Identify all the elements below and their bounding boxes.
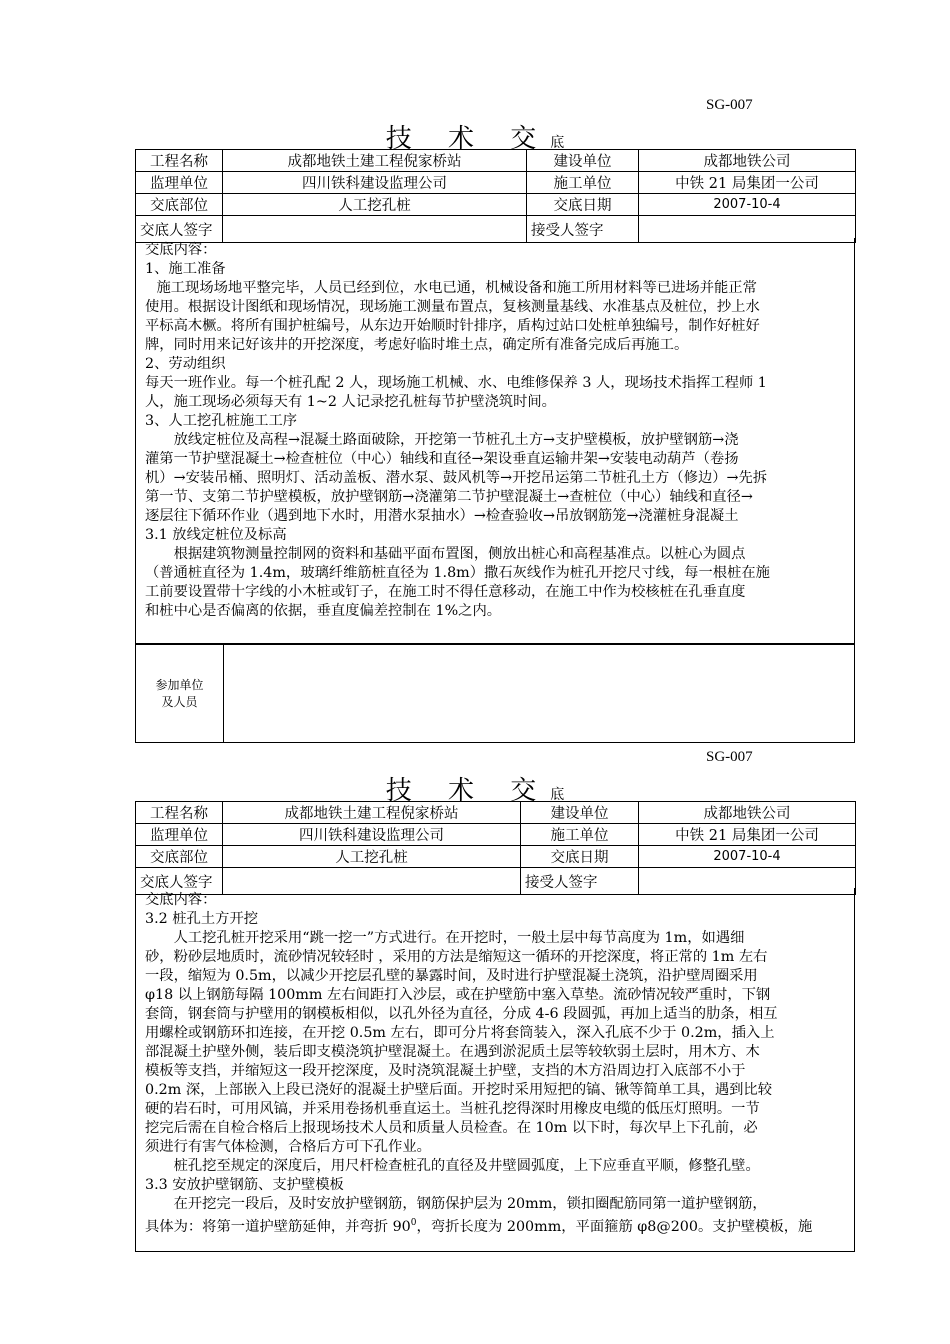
doc-code: SG-007: [706, 749, 753, 765]
content-line: 砂，粉砂层地质时，流砂情况较轻时 ，采用的方法是缩短这一循环的开挖深度，将正常的 1m 左右: [145, 949, 768, 965]
value-contractor: 中铁 21 局集团一公司: [639, 824, 856, 846]
label-supervisor: 监理单位: [136, 824, 223, 846]
content-line: 和桩中心是否偏离的依据，垂直度偏差控制在 1%之内。: [145, 603, 502, 619]
content-line: φ18 以上钢筋每隔 100mm 左右间距打入沙层，或在护壁筋中塞入草垫。流砂情况较严重时，下钢: [145, 987, 771, 1003]
label-supervisor: 监理单位: [136, 172, 223, 194]
content-line: 第一节、支第二节护壁模板，放护壁钢筋→浇灌第二节护壁混凝土→查桩位（中心）轴线和直径→: [145, 489, 753, 505]
header-table: [135, 801, 856, 895]
content-line: 工前要设置带十字线的小木桩或钉子，在施工时不得任意移动，在施工中作为校核桩在孔垂直度: [145, 584, 746, 600]
content-line: 一段，缩短为 0.5m，以减少开挖层孔壁的暴露时间，及时进行护壁混凝土浇筑，沿护壁周圈采用: [145, 968, 758, 984]
label-project-name: 工程名称: [136, 802, 223, 824]
content-line: 模板等支挡，并缩短这一段开挖深度，及时浇筑混凝土护壁，支挡的木方沿周边打入底部不小于: [145, 1063, 746, 1079]
content-line: 3.1 放线定桩位及标高: [145, 527, 287, 543]
content-line: （普通桩直径为 1.4m，玻璃纤维筋桩直径为 1.8m）撒石灰线作为桩孔开挖尺寸线，每一根桩在施: [145, 565, 770, 581]
content-line: 桩孔挖至规定的深度后，用尺杆检查桩孔的直径及井壁圆弧度，上下应垂直平顺，修整孔壁。: [173, 1158, 760, 1174]
content-line: 施工现场场地平整完毕，人员已经到位，水电已通，机械设备和施工所用材料等已进场并能正常: [156, 280, 757, 296]
doc-code: SG-007: [706, 97, 753, 113]
value-owner: 成都地铁公司: [639, 150, 856, 172]
label-date: 交底日期: [527, 194, 639, 216]
label-receiver-signature: 接受人签字: [521, 868, 639, 895]
label-date: 交底日期: [521, 846, 639, 868]
content-line: 人工挖孔桩开挖采用“跳一挖一”方式进行。在开挖时，一般土层中每节高度为 1m，如遇细: [173, 930, 745, 946]
content-line: 牌，同时用来记好该井的开挖深度，考虑好临时堆土点，确定所有准备完成后再施工。: [145, 337, 689, 353]
content-line: 1、施工准备: [145, 261, 226, 277]
value-date: 2007-10-4: [639, 846, 856, 868]
page-title: 技 术 交底: [385, 124, 565, 154]
content-line: 具体为：将第一道护壁筋延伸，并弯折 $90^0$，弯折长度为 200mm，平面箍筋 φ8@200。支护壁模板，施: [145, 1218, 813, 1235]
content-line: 在开挖完一段后，及时安放护壁钢筋，钢筋保护层为 20mm，锁扣圈配筋同第一道护壁钢筋，: [173, 1196, 767, 1212]
content-line: 逐层往下循环作业（遇到地下水时，用潜水泵抽水）→检查验收→吊放钢筋笼→浇灌桩身混凝土: [145, 508, 739, 524]
header-row: [136, 824, 856, 846]
label-owner: 建设单位: [521, 802, 639, 824]
value-project-name: 成都地铁土建工程倪家桥站: [223, 802, 521, 824]
header-row: [136, 846, 856, 868]
content-line: 3.2 桩孔土方开挖: [145, 911, 259, 927]
label-briefer-signature: 交底人签字: [136, 868, 223, 895]
content-line: 挖完后需在自检合格后上报现场技术人员和质量人员检查。在 10m 以下时，每次早上下孔前，必: [145, 1120, 758, 1136]
content-line: 灌第一节护壁混凝土→检查桩位（中心）轴线和直径→架设垂直运输井架→安装电动葫芦（卷扬: [145, 451, 739, 467]
value-contractor: 中铁 21 局集团一公司: [639, 172, 856, 194]
value-supervisor: 四川铁科建设监理公司: [223, 824, 521, 846]
label-location: 交底部位: [136, 846, 223, 868]
content-line: 交底内容：: [145, 892, 217, 908]
value-location: 人工挖孔桩: [223, 194, 527, 216]
value-supervisor: 四川铁科建设监理公司: [223, 172, 527, 194]
value-owner: 成都地铁公司: [639, 802, 856, 824]
content-line: 套筒，钢套筒与护壁用的钢模板相似，以孔外径为直径，分成 4-6 段圆弧，再加上适当的肋条，相互: [145, 1006, 778, 1022]
label-project-name: 工程名称: [136, 150, 223, 172]
label-owner: 建设单位: [527, 150, 639, 172]
content-line: 0.2m 深，上部嵌入上段已浇好的混凝土护壁后面。开挖时采用短把的镐、锹等简单工具，遇到比较: [145, 1082, 773, 1098]
content-line: 平标高木橛。将所有围护桩编号，从东边开始顺时针排序，盾构过站口处桩单独编号，制作好桩好: [145, 318, 760, 334]
value-project-name: 成都地铁土建工程倪家桥站: [223, 150, 527, 172]
content-line: 放线定桩位及高程→混凝土路面破除，开挖第一节桩孔土方→支护壁模板，放护壁钢筋→浇: [173, 432, 739, 448]
value-location: 人工挖孔桩: [223, 846, 521, 868]
content-line: 使用。根据设计图纸和现场情况，现场施工测量布置点，复核测量基线、水准基点及桩位，抄上水: [145, 299, 760, 315]
participants-label: 参加单位 及人员: [136, 645, 224, 742]
content-line: 硬的岩石时，可用风镐，并采用卷扬机垂直运土。当桩孔挖得深时用橡皮电缆的低压灯照明。一节: [145, 1101, 760, 1117]
content-text: [136, 888, 854, 1237]
label-contractor: 施工单位: [527, 172, 639, 194]
content-line: 3.3 安放护壁钢筋、支护壁模板: [145, 1177, 344, 1193]
content-line: 3、人工挖孔桩施工工序: [145, 413, 298, 429]
content-line: 须进行有害气体检测，合格后方可下孔作业。: [145, 1139, 431, 1155]
content-line: 每天一班作业。每一个桩孔配 2 人，现场施工机械、水、电维修保养 3 人，现场技术指挥工程师 1: [145, 375, 767, 391]
header-row: [136, 802, 856, 824]
content-line: 部混凝土护壁外侧，装后即支模浇筑护壁混凝土。在遇到淤泥质土层等较软弱土层时，用木方、木: [145, 1044, 760, 1060]
content-line: 人，施工现场必须每天有 1~2 人记录挖孔桩每节护壁浇筑时间。: [145, 394, 556, 410]
value-date: 2007-10-4: [639, 194, 856, 216]
content-line: 机）→安装吊桶、照明灯、活动盖板、潜水泵、鼓风机等→开挖吊运第二节桩孔土方（修边）→先拆: [145, 470, 768, 486]
content-line: 根据建筑物测量控制网的资料和基础平面布置图，侧放出桩心和高程基准点。以桩心为圆点: [173, 546, 746, 562]
label-briefer-signature: 交底人签字: [136, 216, 223, 243]
content-box: [135, 888, 855, 1252]
label-contractor: 施工单位: [521, 824, 639, 846]
content-line: 2、劳动组织: [145, 356, 226, 372]
content-line: 用螺栓或钢筋环扣连接，在开挖 0.5m 左右，即可分片将套筒装入，深入孔底不少于 0.2m，插入上: [145, 1025, 775, 1041]
page-title: 技 术 交底: [385, 776, 565, 806]
label-receiver-signature: 接受人签字: [527, 216, 639, 243]
content-line: 交底内容：: [145, 242, 217, 258]
label-location: 交底部位: [136, 194, 223, 216]
